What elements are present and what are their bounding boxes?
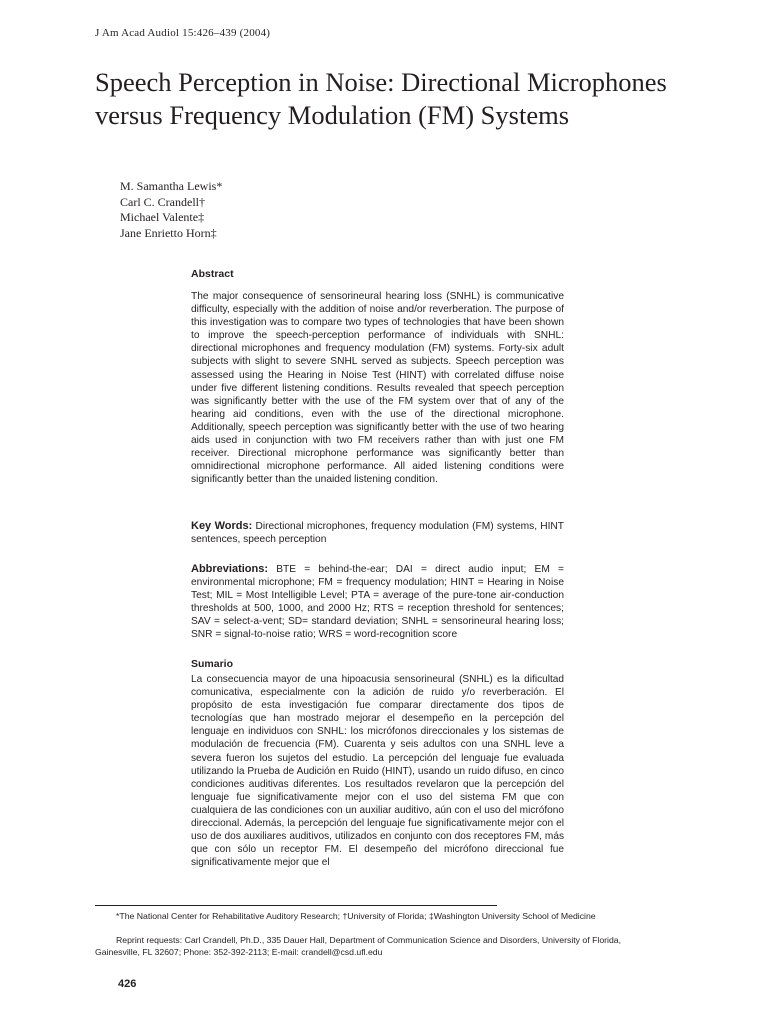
footnote-divider xyxy=(95,905,497,906)
sumario-text: La consecuencia mayor de una hipoacusia sensorineural (SNHL) es la dificultad comunicativa, especialmente con la adición de ruido y/o reverberación. El propósito de esta investigación fue comparar directamente dos tipos de tecnologías que han mostrado mejorar el desempeño en la percepción del lenguaje en individuos con SNHL: los micrófonos direccionales y los sistemas de modulación de frecuencia (FM). Cuarenta y seis adultos con una SNHL leve a severa fueron los sujetos del estudio. La percepción del lenguaje fue evaluada utilizando la Prueba de Audición en Ruido (HINT), usando un ruido difuso, en cinco condiciones auditivas diferentes. Los resultados revelaron que la percepción del lenguaje fue significativamente mejor con el uso del sistema FM que con cualquiera de las condiciones con un auxiliar auditivo, aún con el uso del micrófono direccional. Además, la percepción del lenguaje fue significativamente mejor con el uso de dos auxiliares auditivos, utilizados en conjunto con dos receptores FM, más que con sólo un receptor FM. El desempeño del micrófono direccional fue significativamente mejor que el xyxy=(191,674,564,869)
abbreviations-text: BTE = behind-the-ear; DAI = direct audio input; EM = environmental microphone; FM = frequency modulation; HINT = Hearing in Noise Test; MIL = Most Intelligible Level; PTA = average of the pure-tone air-conduction thresholds at 500, 1000, and 2000 Hz; RTS = reception threshold for sentences; SAV = select-a-vent; SD= standard deviation; SNHL = sensorineural hearing loss; SNR = signal-to-noise ratio; WRS = word-recognition score xyxy=(191,564,564,641)
abbreviations-section xyxy=(191,563,564,642)
sumario-body xyxy=(191,673,564,869)
keywords-section xyxy=(191,520,564,546)
footnote-reprint-requests: Reprint requests: Carl Crandell, Ph.D., 335 Dauer Hall, Department of Communication Science and Disorders, University of Florida, Gainesville, FL 32607; Phone: 352-392-2113; E-mail: crandell@csd.ufl.edu xyxy=(95,935,622,957)
abbreviations-label: Abbreviations: xyxy=(191,563,269,575)
abstract-body xyxy=(191,290,564,486)
author-name: Carl C. Crandell† xyxy=(120,194,205,209)
author-name: M. Samantha Lewis* xyxy=(120,179,223,193)
abstract-text: The major consequence of sensorineural hearing loss (SNHL) is communicative difficulty, especially with the addition of noise and/or reverberation. The purpose of this investigation was to compare two types of technologies that have been shown to improve the speech-perception performance of individuals with SNHL: directional microphones and frequency modulation (FM) systems. Forty-six adult subjects with slight to severe SNHL served as subjects. Speech perception was assessed using the Hearing in Noise Test (HINT) with correlated diffuse noise under five different listening conditions. Results revealed that speech perception was significantly better with the use of the FM system over that of any of the hearing aid conditions, even with the use of the directional microphone. Additionally, speech perception was significantly better with the use of two hearing aids used in conjunction with two FM receivers rather than with just one FM receiver. Directional microphone performance was significantly better than omnidirectional microphone performance. All aided listening conditions were significantly better than the unaided listening condition. xyxy=(191,291,564,486)
journal-reference: J Am Acad Audiol 15:426–439 (2004) xyxy=(95,27,271,39)
keywords-text: Directional microphones, frequency modulation (FM) systems, HINT sentences, speech perception xyxy=(191,521,564,546)
page-number: 426 xyxy=(118,978,137,990)
abstract-heading: Abstract xyxy=(191,268,234,280)
footnote-affiliations: *The National Center for Rehabilitative Auditory Research; †University of Florida; ‡Washington University School of Medicine xyxy=(116,911,596,921)
sumario-heading: Sumario xyxy=(191,658,234,670)
keywords-label: Key Words: xyxy=(191,520,253,532)
author-list xyxy=(120,179,222,241)
article-title: Speech Perception in Noise: Directional Microphones versus Frequency Modulation (FM) Systems xyxy=(95,67,667,130)
author-name: Jane Enrietto Horn‡ xyxy=(120,225,217,240)
author-name: Michael Valente‡ xyxy=(120,210,205,224)
